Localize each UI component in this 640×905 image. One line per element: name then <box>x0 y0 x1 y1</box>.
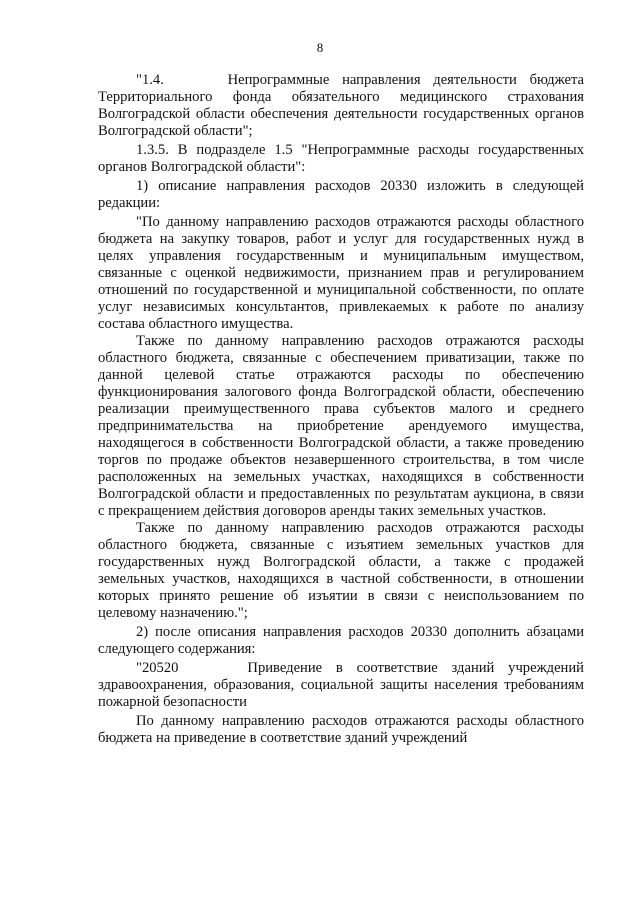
paragraph-expense-description-2: Также по данному направлению расходов отражаются расходы областного бюджета, связанные с обеспечением приватизации, также по данной целевой статье отражаются расходы по обеспечению функционирования залогового фонда Волгоградской области, обеспечению реализации преимущественного права субъектов малого и среднего предпринимательства на приобретение арендуемого имущества, находящегося в собственности Волгоградской области, а также проведению торгов по продаже объектов незавершенного строительства, в том числе расположенных на земельных участках, находящихся в собственности Волгоградской области и предоставленных по результатам аукциона, в связи с прекращением действия договоров аренды таких земельных участков. <box>98 333 584 519</box>
paragraph-program-section-title: "1.4. Непрограммные направления деятельности бюджета Территориального фонда обязательного медицинского страхования Волгоградской области обеспечения деятельности государственных органов Волгоградской области"; <box>98 72 584 139</box>
paragraph-expense-description-3: Также по данному направлению расходов отражаются расходы областного бюджета, связанные с изъятием земельных участков для государственных нужд Волгоградской области, а также с продажей земельных участков, находящихся в частной собственности, в отношении которых принято решение об изъятии в связи с неиспользованием по целевому назначению."; <box>98 520 584 621</box>
paragraph-20520-description: По данному направлению расходов отражаются расходы областного бюджета на приведение в соответствие зданий учреждений <box>98 713 584 746</box>
paragraph-subsection-1-3-5: 1.3.5. В подразделе 1.5 "Непрограммные расходы государственных органов Волгоградской области": <box>98 142 584 175</box>
paragraph-item-2: 2) после описания направления расходов 20330 дополнить абзацами следующего содержания: <box>98 624 584 657</box>
document-body <box>98 72 584 749</box>
paragraph-code-20520: "20520 Приведение в соответствие зданий учреждений здравоохранения, образования, социальной защиты населения требованиям пожарной безопасности <box>98 660 584 710</box>
paragraph-expense-description-1: "По данному направлению расходов отражаются расходы областного бюджета на закупку товаров, работ и услуг для государственных нужд в целях управления государственным и муниципальным имуществом, связанные с оценкой недвижимости, признанием прав и регулированием отношений по государственной и муниципальной собственности, по оплате услуг независимых консультантов, привлекаемых к работе по анализу состава областного имущества. <box>98 214 584 332</box>
paragraph-item-1: 1) описание направления расходов 20330 изложить в следующей редакции: <box>98 178 584 211</box>
page-number: 8 <box>316 40 324 55</box>
